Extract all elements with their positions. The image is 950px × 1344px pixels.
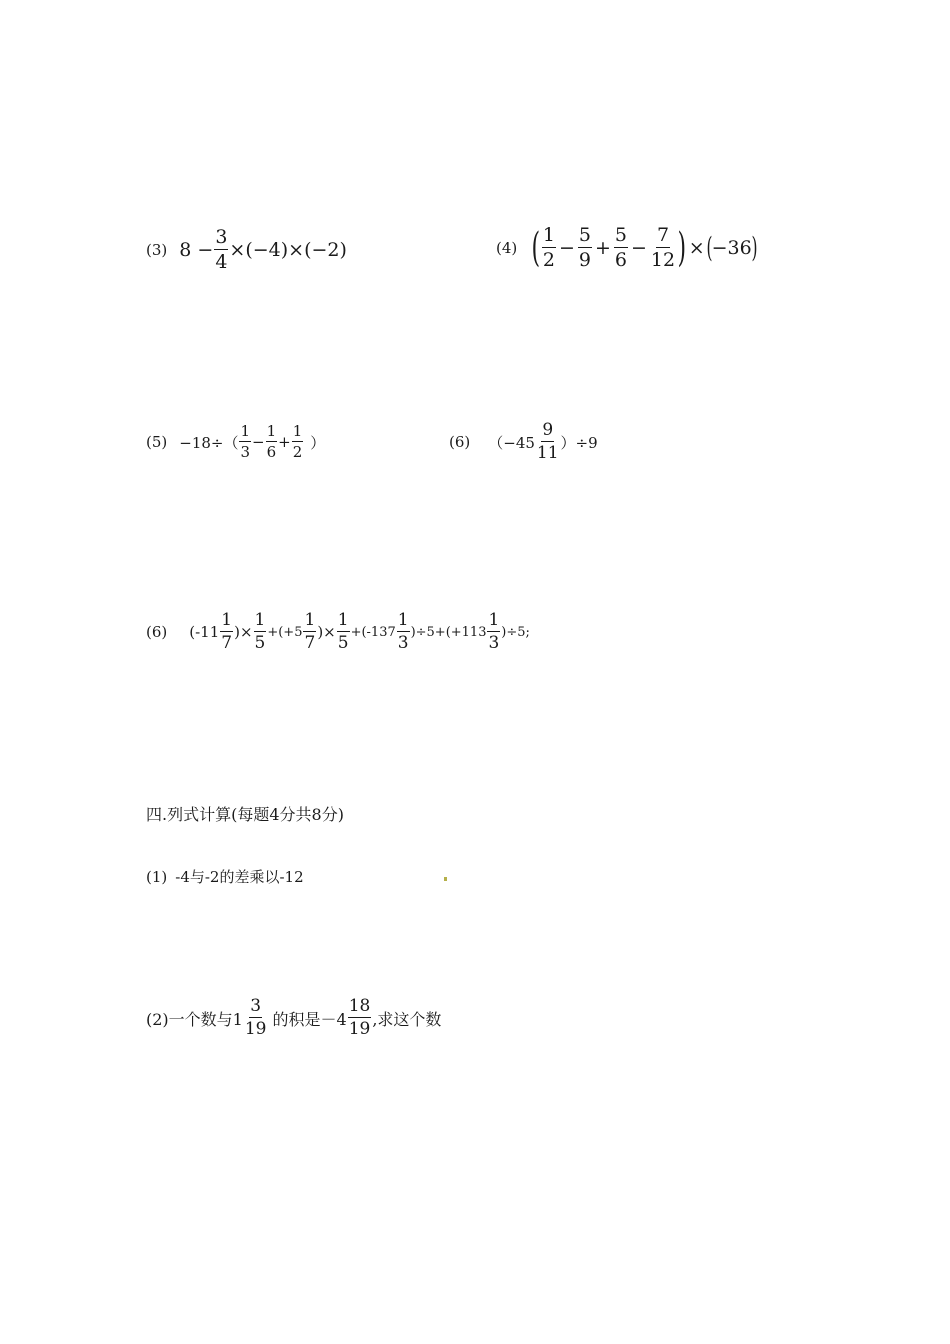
- question-2-text-1: (2)一个数与1: [146, 1009, 243, 1029]
- section-4-question-2: [146, 998, 441, 1038]
- problem-4-times: ×: [688, 237, 705, 259]
- left-paren-icon: (: [706, 231, 713, 264]
- problem-4-fraction-1: $\frac{1}{2}$: [542, 224, 555, 271]
- right-paren-icon: ): [677, 225, 687, 271]
- problem-5-label: (5): [146, 433, 168, 451]
- problem-4-fraction-3: $\frac{5}{6}$: [614, 224, 627, 271]
- question-2-fraction-1: $\frac{3}{19}$: [244, 996, 267, 1039]
- problem-5-fraction-1: $\frac{1}{3}$: [240, 422, 251, 461]
- problem-5-text-end: ）: [310, 433, 326, 452]
- problem-4-op-2: +: [594, 237, 611, 259]
- left-paren-icon: (: [531, 225, 541, 271]
- problem-6b-fraction-1: $\frac{1}{7}$: [221, 610, 233, 653]
- problem-5-op-1: −: [252, 433, 265, 451]
- problem-4-fraction-2: $\frac{5}{9}$: [578, 224, 591, 271]
- question-2-fraction-2: $\frac{18}{19}$: [348, 996, 371, 1039]
- problem-4-op-1: −: [558, 237, 575, 259]
- problem-6a-label: (6): [449, 433, 471, 451]
- problem-5-op-2: +: [278, 433, 291, 451]
- problem-3-label: (3): [146, 241, 168, 259]
- question-1-label: (1): [146, 867, 168, 886]
- right-paren-icon: ): [751, 231, 758, 264]
- problem-5-text-1: −18÷（: [179, 433, 239, 452]
- problem-6b-text-4: )×: [317, 623, 336, 641]
- problem-6a-text-end: ）÷9: [560, 433, 598, 452]
- problem-3-fraction: $\frac{3}{4}$: [215, 226, 228, 273]
- problem-6b-fraction-4: $\frac{1}{5}$: [337, 610, 349, 653]
- problem-6b-fraction-6: $\frac{1}{3}$: [488, 610, 500, 653]
- problem-6b-label: (6): [146, 623, 168, 641]
- problem-6b-text-6: )÷5+(+113: [410, 624, 487, 640]
- marker-dot: [444, 877, 447, 881]
- problem-6a: [449, 422, 598, 462]
- problem-6a-fraction: $\frac{9}{11}$: [536, 420, 559, 463]
- problem-6a-text-1: （−45: [488, 433, 535, 452]
- problem-6b-text-5: +(-137: [350, 624, 396, 640]
- problem-6b-fraction-2: $\frac{1}{5}$: [254, 610, 266, 653]
- question-1-text: -4与-2的差乘以-12: [175, 868, 304, 886]
- problem-3: [146, 228, 347, 272]
- problem-6b-text-2: )×: [234, 623, 253, 641]
- problem-6b-text-3: +(+5: [267, 624, 303, 640]
- problem-4: [496, 226, 757, 270]
- problem-4-label: (4): [496, 239, 518, 257]
- problem-5-fraction-3: $\frac{1}{2}$: [292, 422, 303, 461]
- section-4-question-1: [146, 866, 304, 887]
- problem-6b: [146, 612, 530, 652]
- problem-4-op-3: −: [630, 237, 647, 259]
- problem-4-multiplier: −36: [711, 237, 752, 259]
- problem-6b-fraction-3: $\frac{1}{7}$: [304, 610, 316, 653]
- question-2-text-2: 的积是－4: [272, 1009, 347, 1029]
- problem-3-text-1: 8 −: [179, 239, 214, 261]
- question-2-text-3: ,求这个数: [372, 1009, 442, 1029]
- problem-3-text-2: ×(−4)×(−2): [229, 239, 347, 261]
- problem-6b-text-7: )÷5;: [501, 624, 530, 640]
- section-4-heading: 四.列式计算(每题4分共8分): [146, 805, 344, 824]
- problem-6b-text-1: (-11: [189, 623, 220, 641]
- problem-5: [146, 424, 325, 460]
- problem-5-fraction-2: $\frac{1}{6}$: [266, 422, 277, 461]
- problem-4-fraction-4: $\frac{7}{12}$: [650, 224, 676, 271]
- problem-6b-fraction-5: $\frac{1}{3}$: [397, 610, 409, 653]
